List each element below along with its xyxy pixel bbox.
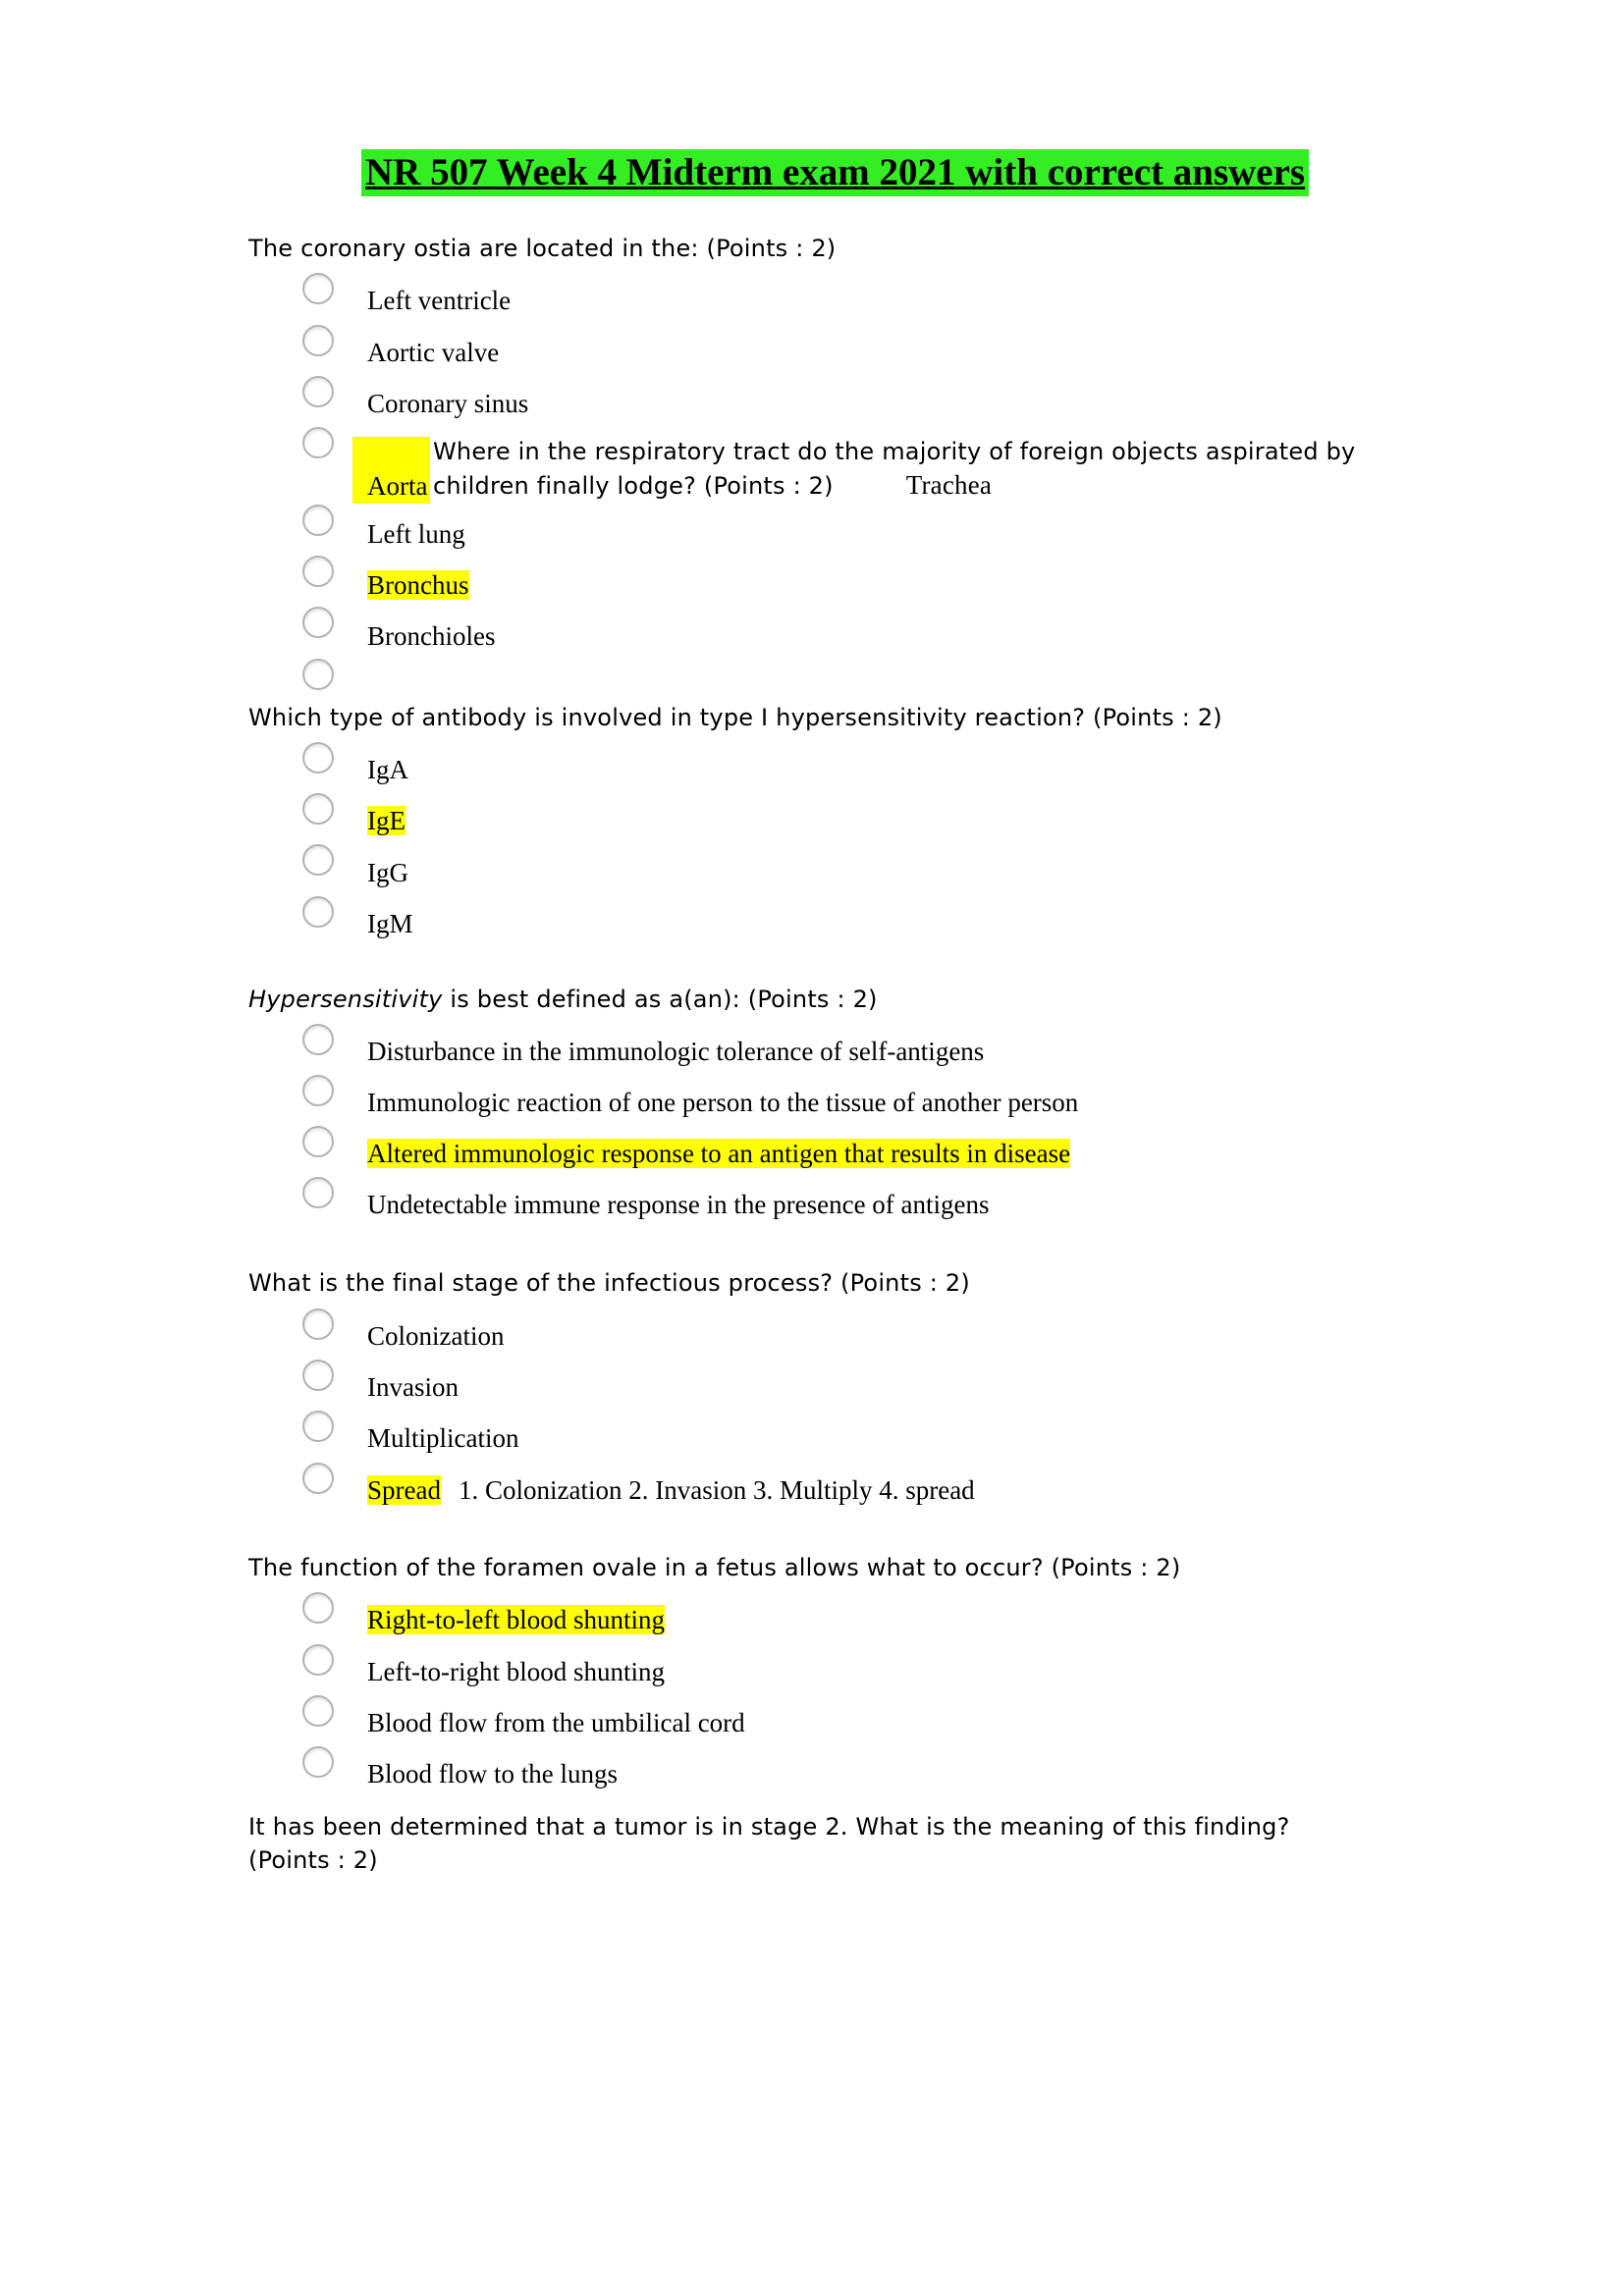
radio-q1-opt3[interactable] [302, 376, 334, 407]
answer-highlight: Right-to-left blood shunting [367, 1605, 665, 1634]
q4-option-4-correct [367, 1474, 975, 1506]
q4-option-2: Invasion [367, 1372, 459, 1402]
answer-highlight: IgE [367, 806, 406, 835]
radio-q4-opt2[interactable] [302, 1360, 334, 1391]
question-2: Which type of antibody is involved in type I hypersensitivity reaction? (Points : 2) [248, 704, 1222, 731]
q4-option-3: Multiplication [367, 1423, 519, 1453]
radio-q3-opt4[interactable] [302, 1177, 334, 1208]
question-5: The function of the foramen ovale in a fetus allows what to occur? (Points : 2) [248, 1554, 1181, 1581]
radio-q1b-opt1[interactable] [302, 505, 334, 536]
question-4: What is the final stage of the infectious process? (Points : 2) [248, 1269, 970, 1297]
radio-q1b-opt4[interactable] [302, 659, 334, 690]
radio-q5-opt1[interactable] [302, 1592, 334, 1624]
q5-option-3: Blood flow from the umbilical cord [367, 1708, 745, 1737]
question-6-line-2: (Points : 2) [248, 1846, 378, 1874]
radio-q5-opt4[interactable] [302, 1746, 334, 1778]
q1b-option-2-correct [367, 569, 469, 601]
radio-q2-opt4[interactable] [302, 896, 334, 928]
radio-q2-opt2[interactable] [302, 793, 334, 825]
q1b-option-1: Left lung [367, 519, 465, 549]
q5-option-2: Left-to-right blood shunting [367, 1657, 665, 1686]
radio-q5-opt2[interactable] [302, 1644, 334, 1676]
q4-option-1: Colonization [367, 1321, 505, 1351]
q3-option-4: Undetectable immune response in the presence of antigens [367, 1190, 990, 1219]
radio-q1b-opt2[interactable] [302, 556, 334, 587]
radio-q2-opt3[interactable] [302, 844, 334, 876]
radio-q5-opt3[interactable] [302, 1695, 334, 1727]
radio-q3-opt2[interactable] [302, 1075, 334, 1106]
q2-option-4: IgM [367, 909, 413, 938]
q3-option-1: Disturbance in the immunologic tolerance of self-antigens [367, 1037, 985, 1066]
radio-q2-opt1[interactable] [302, 742, 334, 774]
q1-option-2: Aortic valve [367, 338, 500, 367]
q1-option-1: Left ventricle [367, 286, 512, 315]
q2-option-1: IgA [367, 755, 408, 784]
answer-note: 1. Colonization 2. Invasion 3. Multiply 4. spread [458, 1475, 975, 1505]
radio-q3-opt1[interactable] [302, 1024, 334, 1055]
embedded-question-line-2 [433, 468, 992, 503]
embedded-question-text: children finally lodge? (Points : 2) [433, 472, 834, 500]
question-3 [248, 983, 878, 1016]
radio-q3-opt3[interactable] [302, 1126, 334, 1157]
q3-option-2: Immunologic reaction of one person to the tissue of another person [367, 1088, 1079, 1117]
question-3-rest: is best defined as a(an): (Points : 2) [442, 986, 878, 1013]
question-3-italic: Hypersensitivity [248, 986, 443, 1013]
q1-option-4-correct: Aorta [367, 471, 428, 501]
answer-highlight: Spread [367, 1475, 441, 1505]
radio-q1-opt2[interactable] [302, 325, 334, 356]
question-1: The coronary ostia are located in the: (Points : 2) [248, 235, 837, 262]
q3-option-3-correct [367, 1138, 1070, 1169]
question-6-line-1: It has been determined that a tumor is in stage 2. What is the meaning of this finding? [248, 1813, 1290, 1841]
document-title: NR 507 Week 4 Midterm exam 2021 with correct answers [361, 149, 1309, 196]
answer-highlight: Altered immunologic response to an antigen that results in disease [367, 1139, 1071, 1168]
embedded-question-line-1: Where in the respiratory tract do the majority of foreign objects aspirated by [433, 438, 1356, 465]
q2-option-3: IgG [367, 858, 408, 887]
radio-q1b-opt3[interactable] [302, 607, 334, 638]
q1b-option-3: Bronchioles [367, 621, 496, 651]
q5-option-1-correct [367, 1604, 665, 1635]
radio-q4-opt1[interactable] [302, 1308, 334, 1340]
radio-q4-opt3[interactable] [302, 1411, 334, 1442]
radio-q1-opt1[interactable] [302, 273, 334, 304]
radio-q1-opt4[interactable] [302, 427, 334, 458]
embedded-option-trachea: Trachea [905, 470, 993, 500]
answer-highlight: Bronchus [367, 570, 469, 600]
q1-option-3: Coronary sinus [367, 389, 529, 418]
radio-q4-opt4[interactable] [302, 1463, 334, 1494]
q5-option-4: Blood flow to the lungs [367, 1759, 618, 1789]
q2-option-2-correct [367, 805, 406, 836]
